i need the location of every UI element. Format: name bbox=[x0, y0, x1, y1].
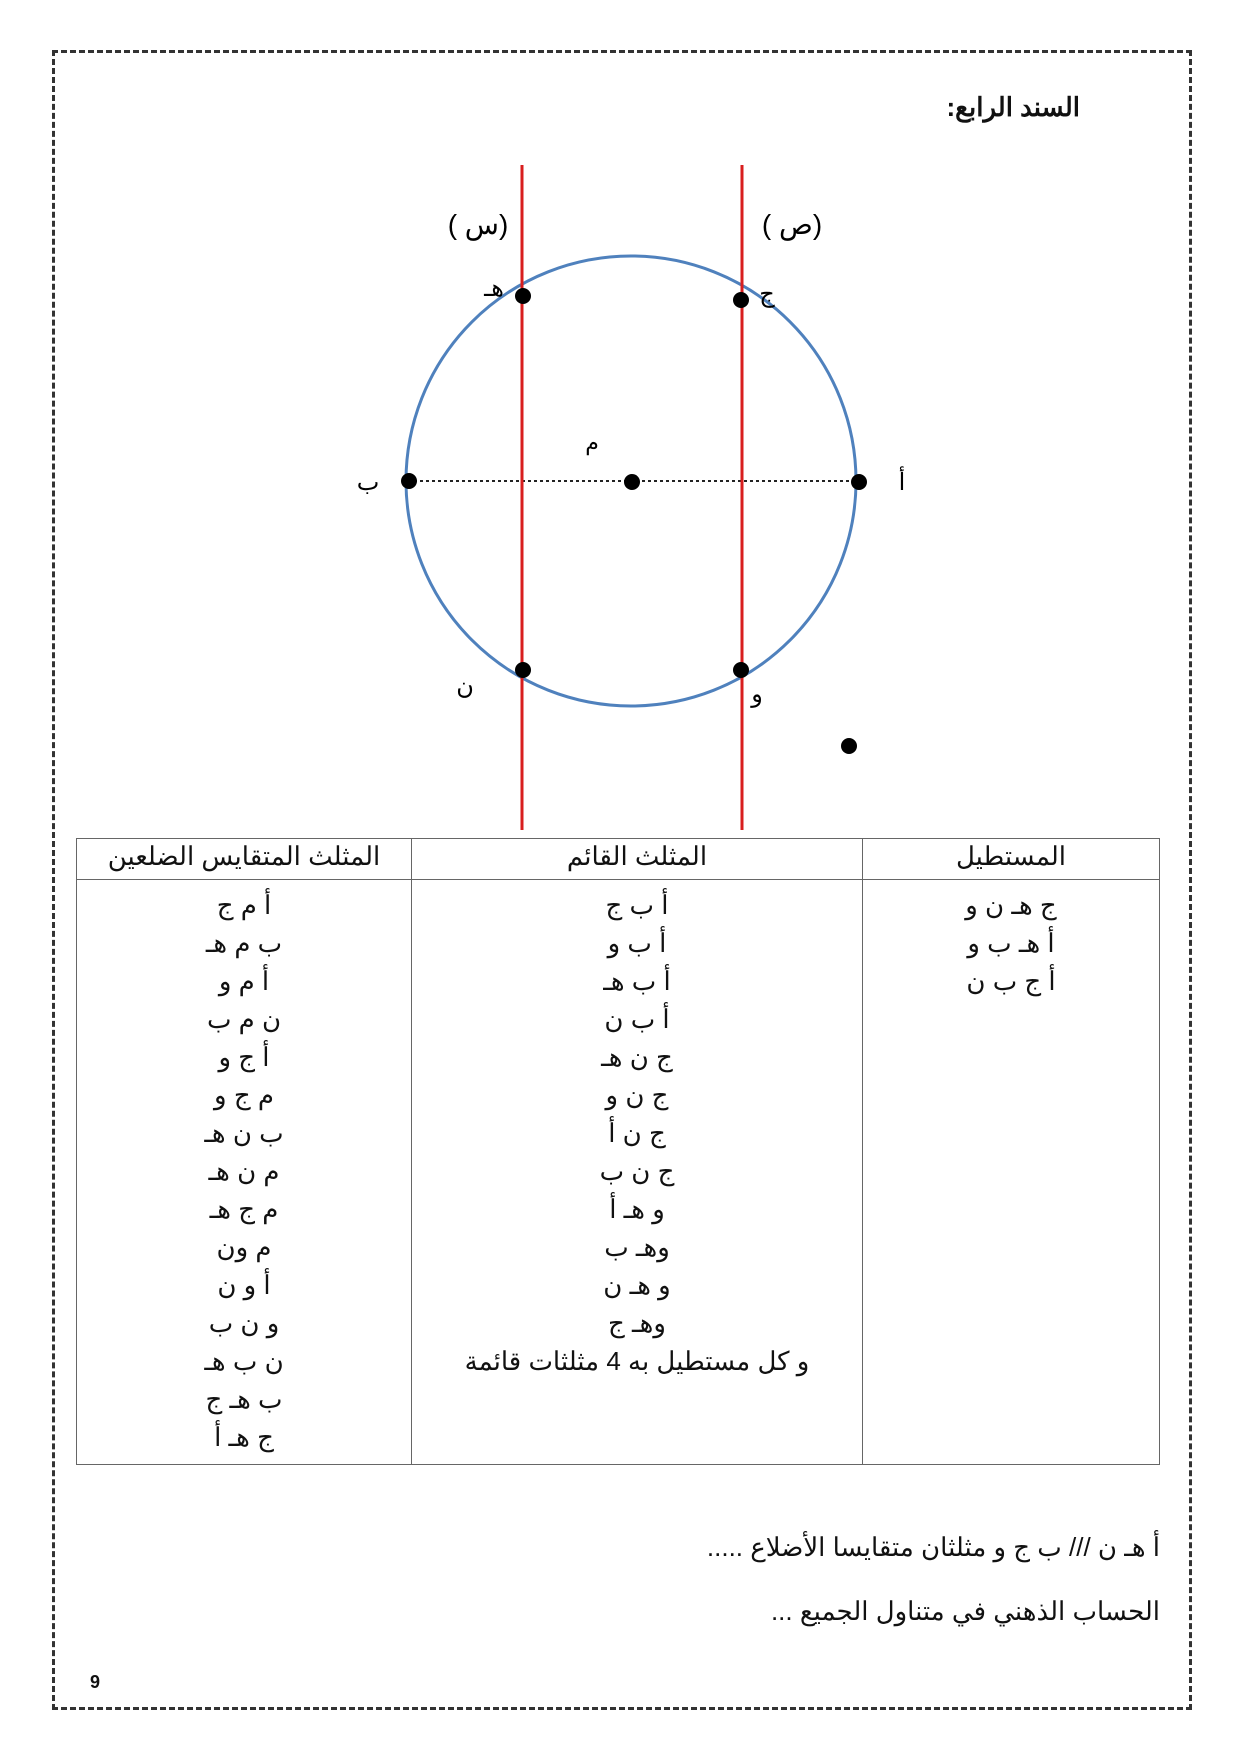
point-a bbox=[851, 474, 867, 490]
table-cell-item: و هـ أ bbox=[609, 1194, 665, 1224]
table-cell-item: ج هـ أ bbox=[214, 1422, 274, 1452]
page-number: 9 bbox=[90, 1672, 101, 1692]
classification-table bbox=[76, 838, 1160, 1465]
stray-point bbox=[841, 738, 857, 754]
table-cell-item: م ج و bbox=[214, 1080, 274, 1110]
label-line-s2: ( ص) bbox=[761, 209, 823, 240]
table-cell-item: ب م هـ bbox=[205, 928, 283, 958]
table-cell-item: وهـ ب bbox=[604, 1232, 670, 1262]
note-equilateral: أ هـ ن /// ب ج و مثلثان متقايسا الأضلاع ..... bbox=[706, 1532, 1160, 1562]
header-right-triangle: المثلث القائم bbox=[412, 839, 863, 880]
label-m: م bbox=[585, 430, 599, 455]
table-cell-item: أ ج و bbox=[218, 1042, 270, 1072]
table-cell-item: ج ن ب bbox=[599, 1156, 675, 1186]
table-cell-item: و كل مستطيل به 4 مثلثات قائمة bbox=[464, 1346, 810, 1376]
right-triangles-cell bbox=[412, 880, 863, 1465]
table-cell-item: و ن ب bbox=[208, 1308, 280, 1338]
label-a: أ bbox=[898, 469, 906, 496]
table-cell-item: أ ب هـ bbox=[603, 966, 671, 996]
table-cell-item: ن ب هـ bbox=[204, 1346, 284, 1376]
table-cell-item: ج ن و bbox=[605, 1080, 669, 1110]
table-cell-item: أ م ج bbox=[216, 890, 272, 920]
table-cell-item: أ م و bbox=[218, 966, 270, 996]
table-cell-item: أ و ن bbox=[217, 1270, 271, 1300]
label-w: و bbox=[751, 681, 763, 708]
label-n: ن bbox=[456, 673, 474, 700]
label-line-s: ( س) bbox=[447, 209, 509, 240]
table-cell-item: أ ج ب ن bbox=[966, 966, 1056, 996]
rectangles-cell bbox=[863, 880, 1160, 1465]
table-cell-item: وهـ ج bbox=[608, 1308, 666, 1338]
isosceles-triangles-cell bbox=[77, 880, 412, 1465]
table-cell-item: م ج هـ bbox=[209, 1194, 279, 1224]
point-b bbox=[401, 473, 417, 489]
table-cell-item: ب هـ ج bbox=[205, 1384, 283, 1414]
table-cell-item: أ ب و bbox=[607, 928, 667, 958]
table-cell-item: أ ب ن bbox=[604, 1004, 670, 1034]
label-h: هـ bbox=[484, 275, 504, 302]
section-title: السند الرابع: bbox=[946, 92, 1080, 122]
table-cell-item: ج ن أ bbox=[608, 1118, 666, 1148]
point-j bbox=[733, 292, 749, 308]
table-cell-item: أ ب ج bbox=[605, 890, 669, 920]
table-cell-item: ب ن هـ bbox=[204, 1118, 284, 1148]
table-cell-item: م ن هـ bbox=[208, 1156, 280, 1186]
point-w bbox=[733, 662, 749, 678]
note-mental-math: الحساب الذهني في متناول الجميع ... bbox=[770, 1596, 1160, 1626]
label-b: ب bbox=[356, 469, 380, 496]
header-isosceles-triangle: المثلث المتقايس الضلعين bbox=[77, 839, 412, 880]
point-m bbox=[624, 474, 640, 490]
table-cell-item: م ون bbox=[216, 1232, 272, 1262]
table-cell-item: و هـ ن bbox=[603, 1270, 671, 1300]
geometry-figure bbox=[0, 0, 1240, 840]
table-cell-item: ج ن هـ bbox=[601, 1042, 673, 1072]
point-h bbox=[515, 288, 531, 304]
table-cell-item: ج هـ ن و bbox=[965, 890, 1057, 920]
table-cell-item: ن م ب bbox=[206, 1004, 282, 1034]
table-cell-item: أ هـ ب و bbox=[967, 928, 1055, 958]
header-rectangle: المستطيل bbox=[863, 839, 1160, 880]
point-n bbox=[515, 662, 531, 678]
label-j: ج bbox=[759, 281, 775, 308]
